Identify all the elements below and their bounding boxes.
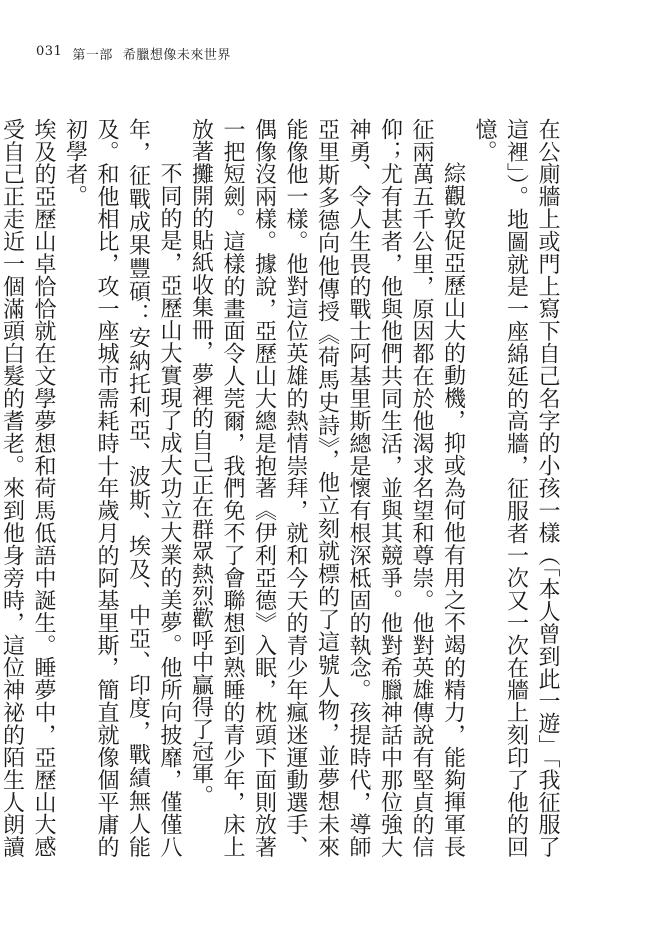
- part-label: 第一部: [72, 48, 113, 63]
- vertical-body-text: [0, 118, 563, 858]
- paragraph: 不同的是，亞歷山大實現了成大功立大業的美夢。他所向披靡，僅僅八年，征戰成果豐碩：安納托利亞、波斯、埃及、中亞、印度，戰績無人能及。和他相比，攻一座城市需耗時十年歲月的阿基里斯，簡直就像個平庸的初學者。: [62, 118, 182, 858]
- paragraph: 綜觀敦促亞歷山大的動機，抑或為何他有用之不竭的精力，能夠揮軍長征兩萬五千公里，原因都在於他渴求名望和尊崇。他對英雄傳說有堅貞的信仰；尤有甚者，他與他們共同生活，並與其競爭。他對希臘神話中那位強大神勇、令人生畏的戰士阿基里斯總是懷有根深柢固的執念。孩提時代，導師亞里斯多德向他傳授《荷馬史詩》，他立刻就標的了這號人物，並夢想未來能像他一樣。他對這位英雄的熱情崇拜，就和今天的青少年瘋迷運動選手、偶像沒兩樣。據說，亞歷山大總是抱著《伊利亞德》入眠，枕頭下面則放著一把短劍。這樣的畫面令人莞爾，我們免不了會聯想到熟睡的青少年，床上放著攤開的貼紙收集冊，夢裡的自己正在群眾熱烈歡呼中贏得了冠軍。: [188, 118, 466, 858]
- paragraph: 埃及的亞歷山卓恰恰就在文學夢想和荷馬低語中誕生。睡夢中，亞歷山大感受自己正走近一個滿頭白髮的耆老。來到他身旁時，這位神祕的陌生人朗讀: [0, 118, 56, 858]
- page-number: 031: [36, 44, 63, 59]
- section-title: 希臘想像未來世界: [122, 48, 231, 63]
- running-header: [36, 44, 231, 63]
- paragraph-continued: 在公廁牆上或門上寫下自己名字的小孩一樣（「本人曾到此一遊」「我征服了這裡」）。地圖就是一座綿延的高牆，征服者一次又一次在牆上刻印了他的回憶。: [472, 118, 560, 858]
